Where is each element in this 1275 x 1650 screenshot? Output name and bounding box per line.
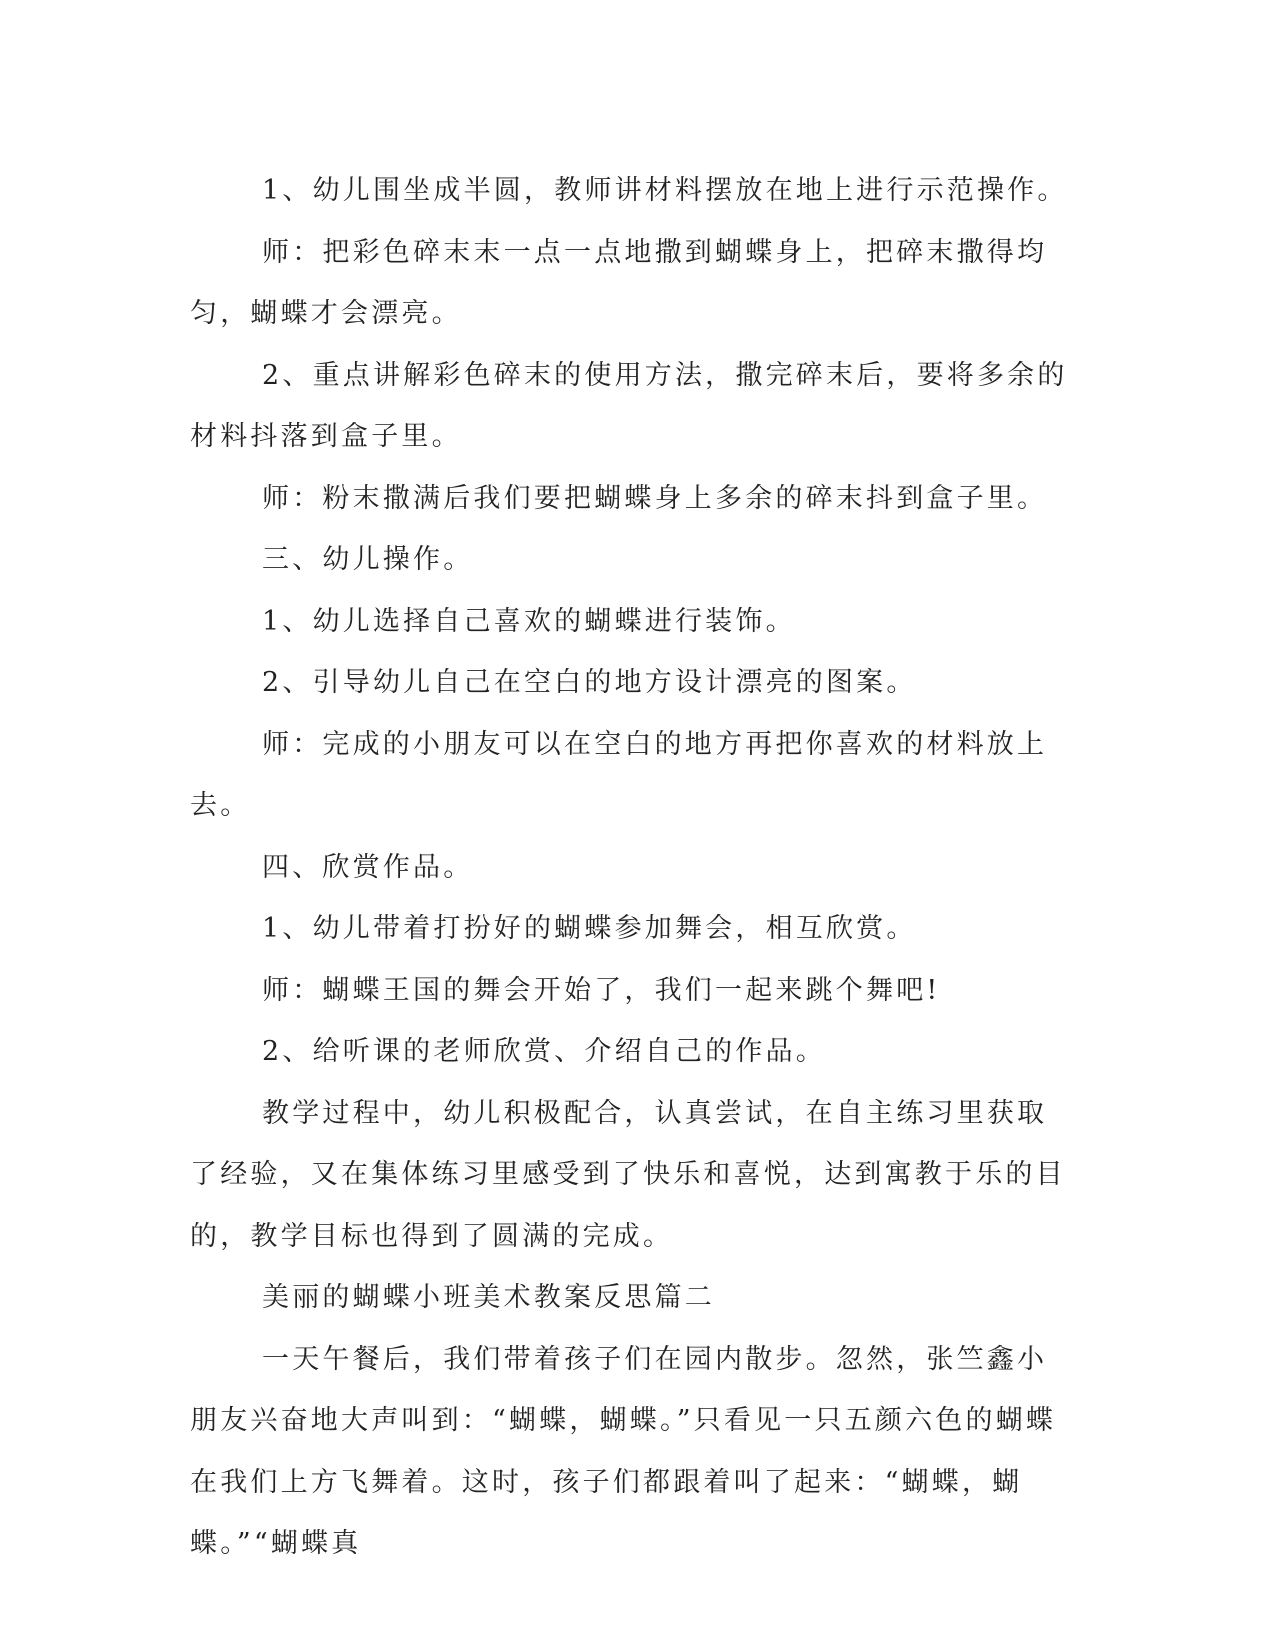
document-body — [190, 160, 1070, 1575]
paragraph-operation-step-1: 1、幼儿选择自己喜欢的蝴蝶进行装饰。 — [262, 605, 796, 637]
paragraph-appreciation-step-1: 1、幼儿带着打扮好的蝴蝶参加舞会，相互欣赏。 — [262, 913, 917, 944]
paragraph-teacher-speech-finish: 师：完成的小朋友可以在空白的地方再把你喜欢的材料放上去。 — [190, 728, 1048, 821]
paragraph-appreciation-step-2: 2、给听课的老师欣赏、介绍自己的作品。 — [262, 1036, 826, 1067]
paragraph-teacher-speech-shake: 师：粉末撒满后我们要把蝴蝶身上多余的碎末抖到盒子里。 — [262, 482, 1048, 514]
section-heading-child-operation: 三、幼儿操作。 — [262, 544, 474, 575]
paragraph-operation-step-2: 2、引导幼儿自己在空白的地方设计漂亮的图案。 — [262, 667, 917, 698]
paragraph-demo-step-1: 1、幼儿围坐成半圆，教师讲材料摆放在地上进行示范操作。 — [262, 175, 1068, 206]
paragraph-reflection: 教学过程中，幼儿积极配合，认真尝试，在自主练习里获取了经验，又在集体练习里感受到了快乐和喜悦，达到寓教于乐的目的，教学目标也得到了圆满的完成。 — [190, 1097, 1066, 1252]
section-heading-appreciation: 四、欣赏作品。 — [262, 851, 474, 883]
paragraph-teacher-speech-sprinkle: 师：把彩色碎末末一点一点地撒到蝴蝶身上，把碎末撒得均匀，蝴蝶才会漂亮。 — [190, 236, 1048, 329]
paragraph-teacher-speech-dance: 师：蝴蝶王国的舞会开始了，我们一起来跳个舞吧! — [262, 974, 941, 1006]
paragraph-demo-step-2: 2、重点讲解彩色碎末的使用方法，撒完碎末后，要将多余的材料抖落到盒子里。 — [190, 359, 1068, 452]
section-title-part-two: 美丽的蝴蝶小班美术教案反思篇二 — [262, 1282, 715, 1313]
paragraph-story-intro: 一天午餐后，我们带着孩子们在园内散步。忽然，张竺鑫小朋友兴奋地大声叫到：“蝴蝶，蝴蝶。”只看见一只五颜六色的蝴蝶在我们上方飞舞着。这时，孩子们都跟着叫了起来：“蝴蝶，蝴蝶。”“蝴蝶真 — [190, 1343, 1057, 1559]
